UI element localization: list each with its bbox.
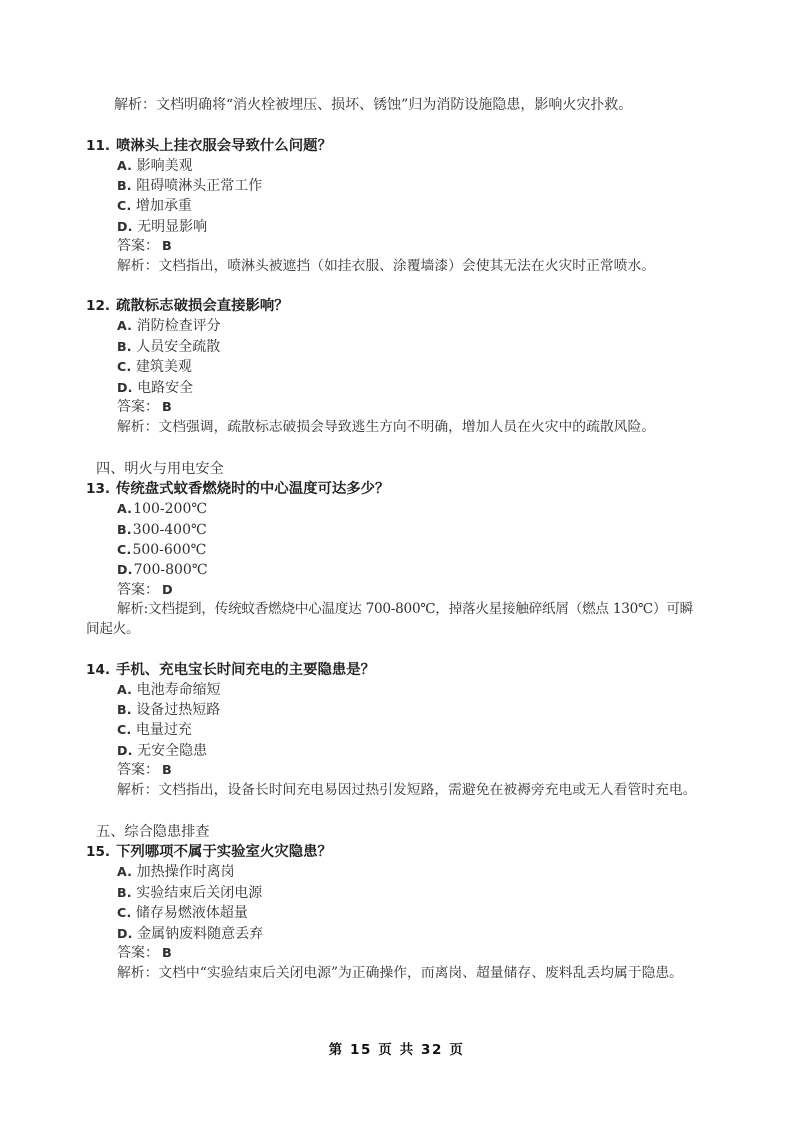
- explanation-label: 解析：: [117, 257, 159, 274]
- option-letter: D.: [117, 742, 133, 758]
- option-12-c[interactable]: [86, 357, 698, 377]
- explanation-11: [86, 257, 698, 277]
- option-15-a[interactable]: [86, 862, 698, 882]
- option-letter: A.: [117, 681, 133, 697]
- question-title-14: [86, 660, 698, 680]
- explanation-13: [86, 600, 698, 639]
- question-text-11: 喷淋头上挂衣服会导致什么问题？: [116, 136, 332, 154]
- option-13-a[interactable]: [86, 499, 698, 519]
- option-letter: B.: [117, 178, 132, 193]
- option-text: 阻碍喷淋头正常工作: [136, 178, 263, 194]
- page-content: [86, 96, 698, 983]
- question-title-15: [86, 842, 698, 862]
- explanation-text: 文档提到，传统蚊香燃烧中心温度达 700-800℃，掉落火星接触碎纸屑（燃点 130℃）可瞬间起火。: [86, 601, 694, 638]
- option-letter: B.: [117, 521, 132, 537]
- answer-line-11: [86, 237, 698, 257]
- option-text: 加热操作时离岗: [136, 864, 235, 881]
- option-letter: C.: [117, 359, 132, 375]
- option-letter: A.: [117, 501, 133, 517]
- question-title-12: [86, 296, 698, 316]
- option-text: 电路安全: [137, 379, 194, 396]
- question-block-15: [86, 842, 698, 983]
- option-letter: C.: [117, 905, 132, 921]
- option-text: 700-800℃: [133, 562, 208, 579]
- option-letter: A.: [117, 864, 133, 880]
- question-block-13: [86, 479, 698, 639]
- answer-label: 答案：: [117, 945, 159, 962]
- option-12-a[interactable]: [86, 316, 698, 336]
- answer-value: B: [162, 400, 172, 416]
- answer-value: B: [162, 946, 172, 962]
- option-14-b[interactable]: [86, 700, 698, 720]
- answer-line-14: [86, 761, 698, 781]
- option-13-d[interactable]: [86, 560, 698, 580]
- option-text: 无安全隐患: [137, 742, 208, 759]
- option-text: 电量过充: [135, 722, 192, 739]
- question-text-15: 下列哪项不属于实验室火灾隐患？: [116, 843, 332, 861]
- option-12-d[interactable]: [86, 378, 698, 398]
- option-letter: D.: [117, 218, 133, 234]
- option-letter: A.: [117, 157, 133, 173]
- option-text: 消防检查评分: [136, 318, 221, 335]
- option-15-b[interactable]: [86, 883, 698, 903]
- question-text-14: 手机、充电宝长时间充电的主要隐患是？: [116, 660, 376, 678]
- option-letter: C.: [117, 722, 132, 738]
- question-title-11: [86, 136, 698, 156]
- answer-value: B: [162, 763, 172, 779]
- option-letter: C.: [117, 542, 132, 558]
- question-number-12: 12.: [86, 298, 111, 315]
- explanation-15: [86, 964, 698, 984]
- explanation-text: 文档指出，喷淋头被遮挡（如挂衣服、涂覆墙漆）会使其无法在火灾时正常喷水。: [158, 257, 656, 274]
- option-11-d[interactable]: [86, 217, 698, 237]
- question-block-12: [86, 296, 698, 437]
- option-letter: D.: [117, 379, 133, 395]
- answer-label: 答案：: [117, 581, 159, 598]
- option-text: 电池寿命缩短: [136, 681, 221, 698]
- answer-label: 答案：: [117, 762, 159, 779]
- question-number-14: 14.: [86, 661, 111, 678]
- explanation-text: 文档强调，疏散标志破损会导致逃生方向不明确，增加人员在火灾中的疏散风险。: [158, 418, 656, 435]
- question-block-14: [86, 660, 698, 801]
- question-number-11: 11.: [86, 137, 111, 154]
- option-text: 影响美观: [136, 157, 193, 174]
- option-letter: B.: [117, 884, 132, 900]
- option-letter: D.: [117, 562, 133, 578]
- answer-line-15: [86, 944, 698, 964]
- option-13-b[interactable]: [86, 520, 698, 540]
- explanation-12: [86, 418, 698, 438]
- explanation-text: 文档指出，设备长时间充电易因过热引发短路，需避免在被褥旁充电或无人看管时充电。: [158, 781, 697, 798]
- question-block-11: [86, 136, 698, 277]
- option-15-d[interactable]: [86, 924, 698, 944]
- option-14-c[interactable]: [86, 720, 698, 740]
- answer-label: 答案：: [117, 238, 159, 255]
- answer-line-13: [86, 581, 698, 601]
- question-text-13: 传统盘式蚊香燃烧时的中心温度可达多少？: [116, 480, 390, 498]
- option-text: 增加承重: [135, 198, 192, 215]
- option-11-b[interactable]: [86, 176, 698, 196]
- option-text: 300-400℃: [132, 521, 207, 538]
- option-text: 建筑美观: [135, 359, 192, 376]
- page-footer: 第 15 页 共 32 页: [328, 1042, 465, 1058]
- question-title-13: [86, 479, 698, 499]
- option-letter: C.: [117, 198, 132, 214]
- option-11-c[interactable]: [86, 196, 698, 216]
- option-letter: B.: [117, 338, 132, 354]
- option-14-d[interactable]: [86, 741, 698, 761]
- option-letter: A.: [117, 318, 133, 334]
- explanation-14: [86, 781, 698, 801]
- option-text: 设备过热短路: [136, 702, 221, 719]
- option-text: 金属钠废料随意丢弃: [137, 925, 264, 942]
- option-15-c[interactable]: [86, 903, 698, 923]
- section-heading-4: 四、明火与用电安全: [96, 461, 224, 478]
- question-text-12: 疏散标志破损会直接影响？: [116, 297, 289, 315]
- option-text: 500-600℃: [132, 542, 207, 559]
- explanation-label: 解析:: [117, 601, 149, 618]
- option-12-b[interactable]: [86, 337, 698, 357]
- top-explanation: 解析：文档明确将“消火栓被埋压、损坏、锈蚀”归为消防设施隐患，影响火灾扑救。: [114, 97, 633, 113]
- question-number-15: 15.: [86, 844, 111, 861]
- answer-label: 答案：: [117, 399, 159, 416]
- option-text: 100-200℃: [133, 501, 208, 518]
- explanation-label: 解析：: [117, 964, 159, 981]
- answer-value: B: [162, 239, 172, 255]
- option-text: 储存易燃液体超量: [135, 905, 248, 922]
- question-number-13: 13.: [86, 481, 111, 498]
- option-13-c[interactable]: [86, 540, 698, 560]
- option-letter: B.: [117, 702, 132, 718]
- explanation-text: 文档中“实验结束后关闭电源”为正确操作，而离岗、超量储存、废料乱丢均属于隐患。: [158, 964, 683, 981]
- answer-line-12: [86, 398, 698, 418]
- option-14-a[interactable]: [86, 680, 698, 700]
- answer-value: D: [162, 582, 173, 598]
- explanation-label: 解析：: [117, 418, 159, 435]
- option-text: 实验结束后关闭电源: [136, 884, 263, 901]
- section-heading-5: 五、综合隐患排查: [96, 824, 210, 841]
- option-letter: D.: [117, 925, 133, 941]
- option-11-a[interactable]: [86, 156, 698, 176]
- option-text: 无明显影响: [137, 218, 208, 235]
- option-text: 人员安全疏散: [136, 338, 221, 355]
- explanation-label: 解析：: [117, 781, 159, 798]
